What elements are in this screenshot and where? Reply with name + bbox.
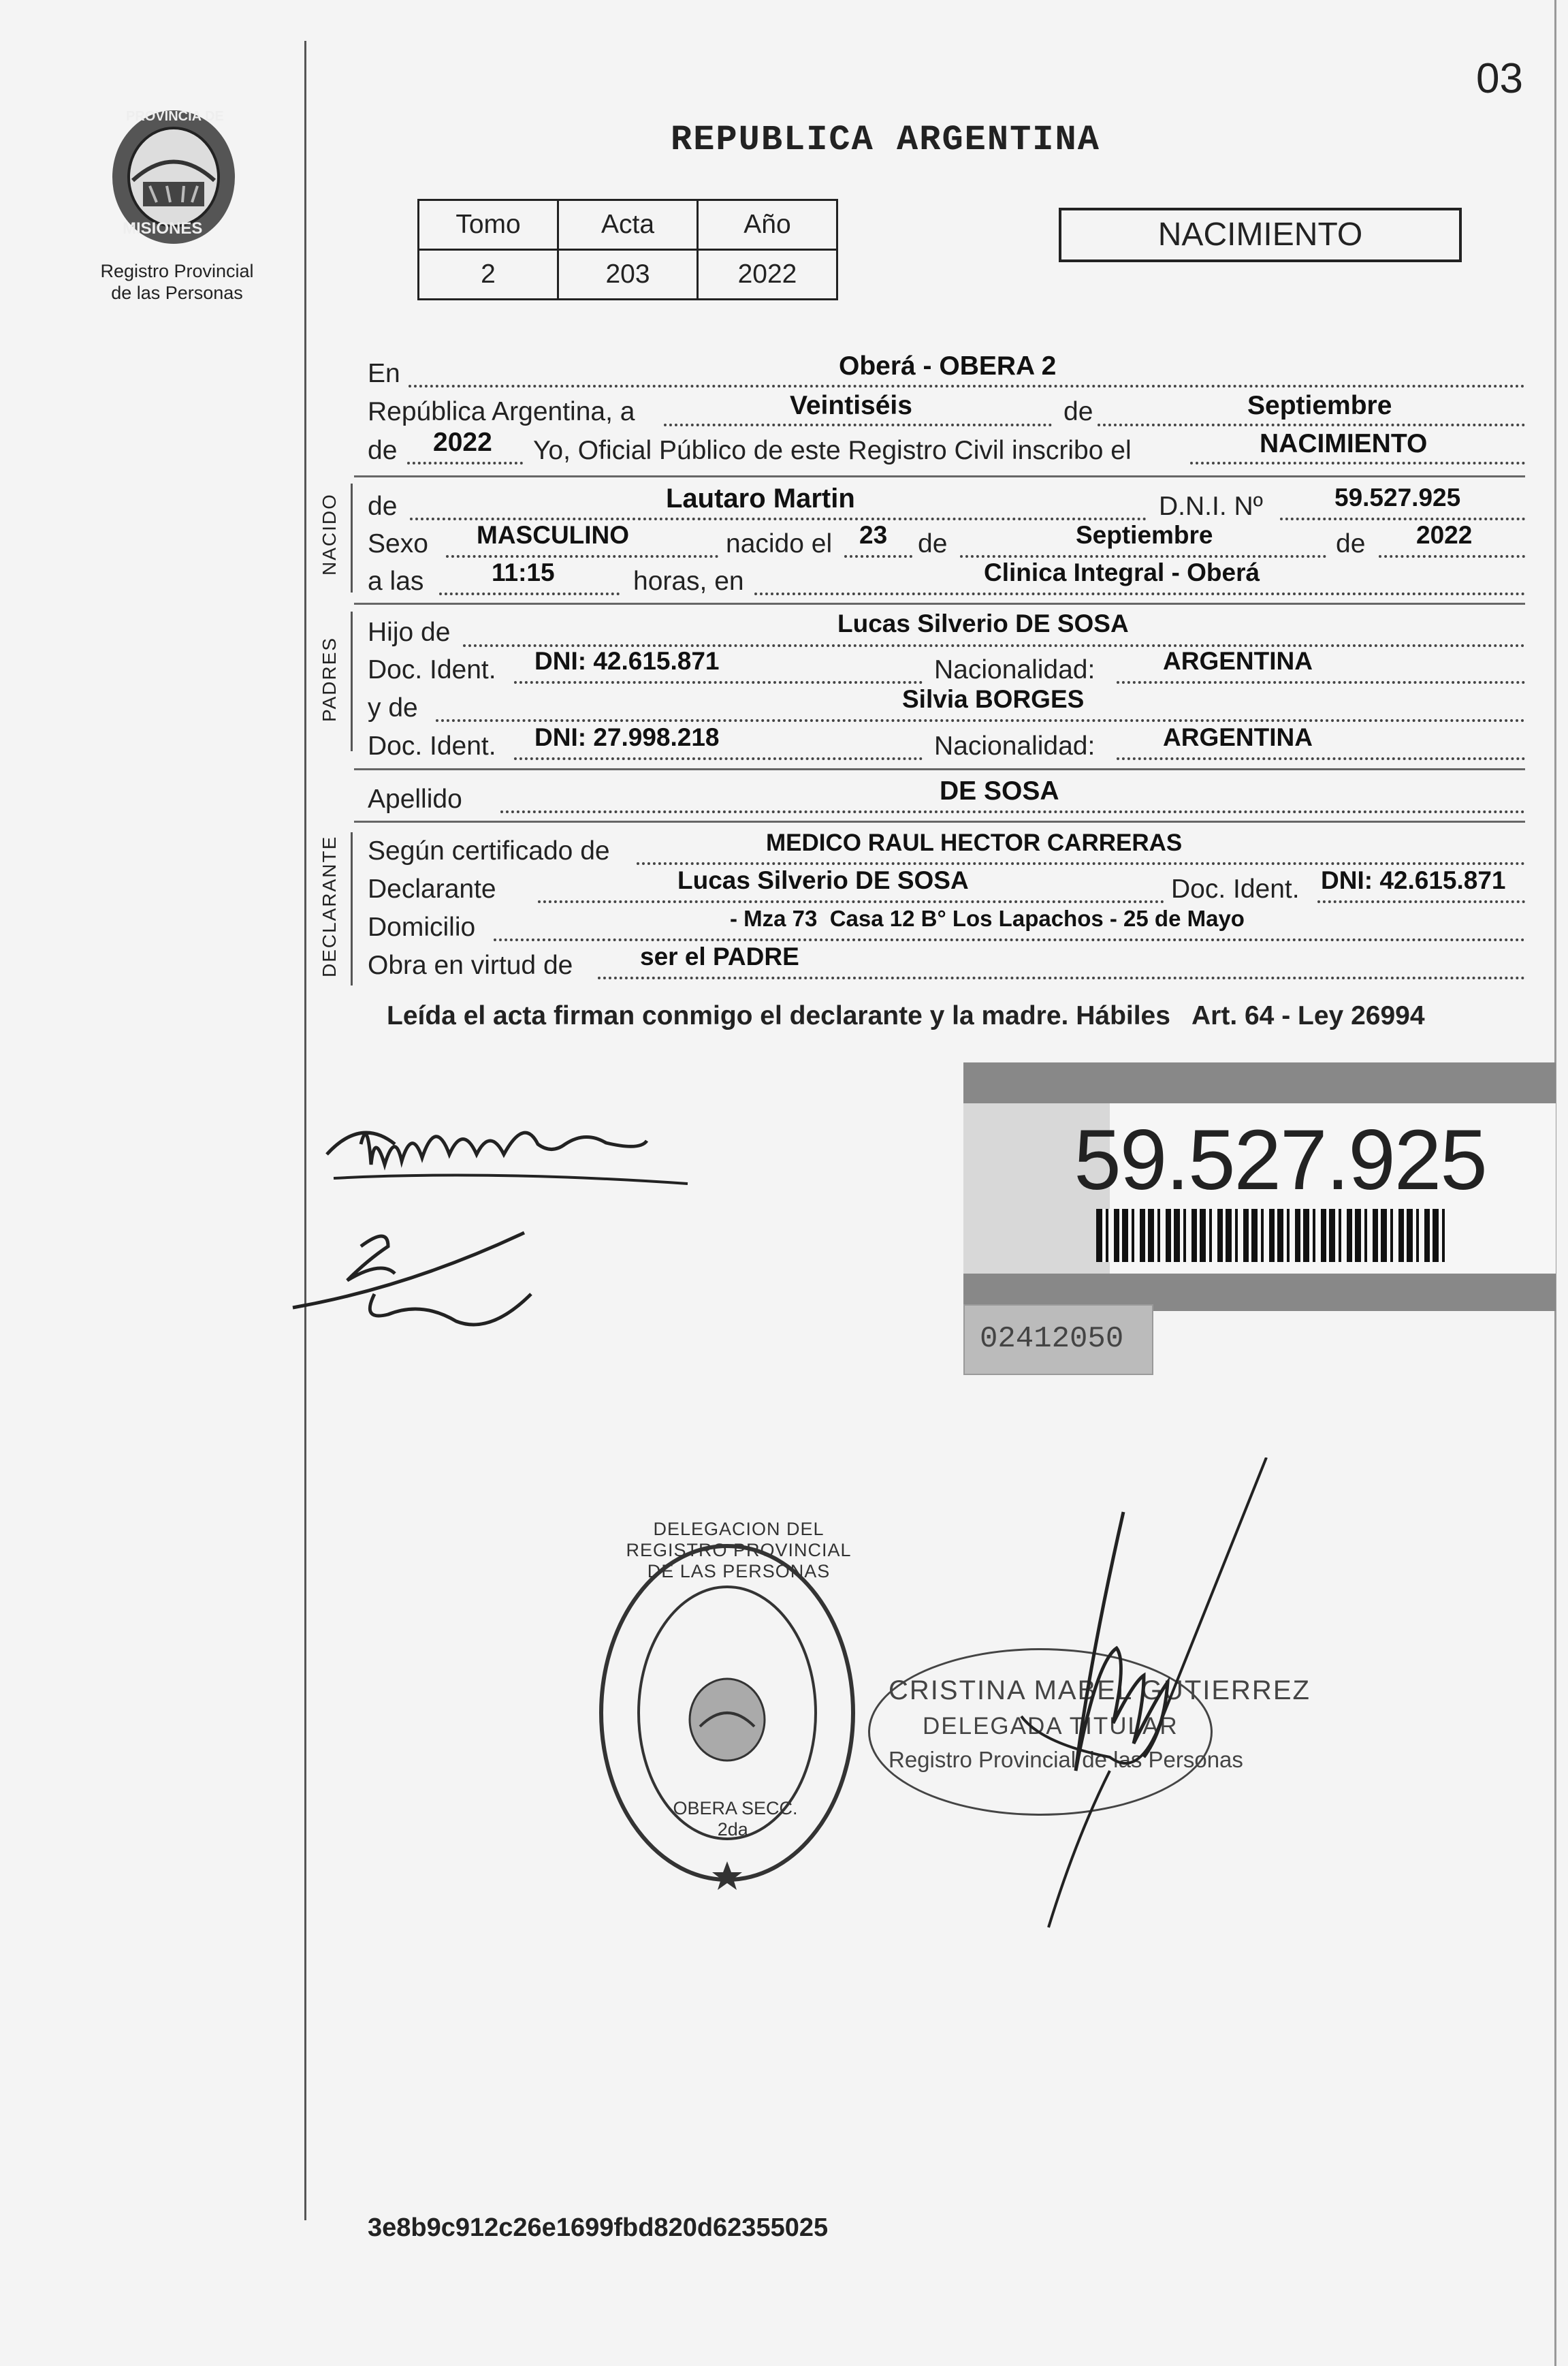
declarante-bracket xyxy=(351,832,353,985)
declarante-line-3 xyxy=(494,938,1525,941)
nacido-time: 11:15 xyxy=(492,558,555,586)
nacido-dni: 59.527.925 xyxy=(1334,484,1461,511)
padres-father: Lucas Silverio DE SOSA xyxy=(837,610,1129,637)
declarante-doc: DNI: 42.615.871 xyxy=(1321,866,1506,894)
sticker-number: 59.527.925 xyxy=(1074,1113,1486,1208)
nacido-dni-label: D.N.I. Nº xyxy=(1159,492,1263,521)
left-margin-line xyxy=(304,41,306,2220)
nacido-de-label-3: de xyxy=(1336,529,1366,558)
intro-de-label-2: de xyxy=(368,436,398,465)
table-cell-acta: 203 xyxy=(558,250,698,300)
intro-place: Oberá - OBERA 2 xyxy=(839,351,1057,381)
declarante-line-4 xyxy=(598,977,1525,979)
padres-doc-label-2: Doc. Ident. xyxy=(368,731,496,761)
nacido-line-3b xyxy=(754,593,1525,595)
nacido-sexo-label: Sexo xyxy=(368,529,428,558)
declarante-line-2b xyxy=(1317,900,1525,903)
padres-line-2b xyxy=(1117,681,1525,684)
mother-signature-icon xyxy=(286,1219,545,1348)
padres-line-2a xyxy=(514,681,923,684)
page-number: 03 xyxy=(1476,55,1523,102)
nacido-line-3a xyxy=(439,593,620,595)
registry-label-2: de las Personas xyxy=(111,283,243,303)
padres-line-4a xyxy=(514,757,923,760)
table-cell-tomo: 2 xyxy=(419,250,558,300)
nacido-bracket xyxy=(351,484,353,593)
nacido-line-2c xyxy=(960,555,1326,558)
document-title: REPUBLICA ARGENTINA xyxy=(671,120,1100,160)
seal-top-text: PROVINCIA DE xyxy=(126,109,224,124)
intro-line-2b xyxy=(1098,424,1525,426)
stamp-inner-text: OBERA SECC. 2da. xyxy=(673,1798,798,1840)
intro-en-label: En xyxy=(368,359,400,388)
section-divider-1 xyxy=(354,475,1525,477)
nacido-line-2a xyxy=(446,555,718,558)
intro-line-2a xyxy=(664,424,1052,426)
record-table xyxy=(417,199,838,300)
document-hash: 3e8b9c912c26e1699fbd820d62355025 xyxy=(368,2213,829,2242)
dni-sticker xyxy=(963,1062,1556,1311)
padres-mother: Silvia BORGES xyxy=(902,685,1085,713)
sticker-barcode xyxy=(1096,1209,1450,1262)
nacido-line-1b xyxy=(1280,518,1525,520)
intro-line-3a xyxy=(407,462,523,464)
declarante-dom: - Mza 73 Casa 12 B° Los Lapachos - 25 de Mayo xyxy=(730,906,1245,931)
padres-mother-doc: DNI: 27.998.218 xyxy=(534,723,720,751)
declarante-cert: MEDICO RAUL HECTOR CARRERAS xyxy=(766,830,1183,856)
nacido-line-1a xyxy=(410,518,1147,520)
declarante-decl: Lucas Silverio DE SOSA xyxy=(677,866,969,894)
official-office: Registro Provincial de las Personas xyxy=(889,1747,1243,1772)
sticker-top-band xyxy=(963,1062,1556,1103)
section-divider-2 xyxy=(354,603,1525,605)
padres-nac-label-2: Nacionalidad: xyxy=(934,731,1095,761)
declarante-obra-label: Obra en virtud de xyxy=(368,951,573,980)
nacido-nacido-el-label: nacido el xyxy=(726,529,833,558)
declarante-line-1 xyxy=(637,862,1525,865)
sticker-code: 02412050 xyxy=(980,1322,1124,1356)
sticker-code-label xyxy=(963,1304,1153,1375)
nacido-line-2b xyxy=(844,555,912,558)
declarante-line-2a xyxy=(538,900,1164,903)
nacido-line-2d xyxy=(1379,555,1525,558)
table-header-tomo: Tomo xyxy=(419,200,558,250)
official-title: DELEGADA TITULAR xyxy=(923,1713,1179,1739)
padres-father-nat: ARGENTINA xyxy=(1163,647,1313,675)
declarante-dom-label: Domicilio xyxy=(368,913,476,942)
apellido-line xyxy=(500,810,1525,813)
intro-line-3b xyxy=(1190,462,1525,464)
padres-doc-label: Doc. Ident. xyxy=(368,655,496,684)
intro-month: Septiembre xyxy=(1247,391,1392,420)
official-signature-icon xyxy=(940,1457,1280,1934)
nacido-sexo: MASCULINO xyxy=(477,521,630,549)
section-divider-4 xyxy=(354,821,1525,823)
padres-bracket xyxy=(351,612,353,751)
padres-line-3 xyxy=(436,719,1525,722)
nacido-a-las-label: a las xyxy=(368,567,424,596)
padres-nac-label: Nacionalidad: xyxy=(934,655,1095,684)
declarante-section-label: DECLARANTE xyxy=(319,835,340,977)
padres-yde-label: y de xyxy=(368,693,418,723)
nacido-name: Lautaro Martin xyxy=(666,484,855,514)
section-divider-3 xyxy=(354,768,1525,770)
padres-hijo-label: Hijo de xyxy=(368,618,451,647)
intro-inscribo-label: Yo, Oficial Público de este Registro Civil inscribo el xyxy=(533,436,1132,465)
nacido-birth-year: 2022 xyxy=(1416,521,1473,549)
padres-father-doc: DNI: 42.615.871 xyxy=(534,647,720,675)
intro-line-1 xyxy=(409,385,1525,388)
declarant-signature-icon xyxy=(320,1090,701,1199)
intro-de-label: de xyxy=(1063,397,1093,426)
closing-text: Leída el acta firman conmigo el declarante y la madre. Hábiles Art. 64 - Ley 26994 xyxy=(387,1001,1425,1030)
seal-bottom-text: MISIONES xyxy=(123,219,203,238)
padres-mother-nat: ARGENTINA xyxy=(1163,723,1313,751)
nacido-section-label: NACIDO xyxy=(319,493,340,575)
nacido-horas-label: horas, en xyxy=(633,567,744,596)
nacido-de-label-2: de xyxy=(918,529,948,558)
document-type-box: NACIMIENTO xyxy=(1059,208,1462,262)
declarante-obra: ser el PADRE xyxy=(640,943,799,971)
intro-year: 2022 xyxy=(433,428,492,457)
nacido-de-label: de xyxy=(368,492,398,521)
nacido-birth-month: Septiembre xyxy=(1076,521,1213,549)
nacido-birth-day: 23 xyxy=(859,521,888,549)
table-header-acta: Acta xyxy=(558,200,698,250)
intro-republica-label: República Argentina, a xyxy=(368,397,635,426)
padres-section-label: PADRES xyxy=(319,636,340,722)
table-cell-ano: 2022 xyxy=(698,250,837,300)
intro-day-words: Veintiséis xyxy=(790,391,912,420)
declarante-decl-label: Declarante xyxy=(368,874,496,904)
declarante-doc-label: Doc. Ident. xyxy=(1171,874,1300,904)
padres-line-4b xyxy=(1117,757,1525,760)
apellido-label: Apellido xyxy=(368,785,462,814)
table-header-ano: Año xyxy=(698,200,837,250)
apellido-value: DE SOSA xyxy=(940,776,1059,806)
intro-inscribo-value: NACIMIENTO xyxy=(1260,429,1428,458)
declarante-cert-label: Según certificado de xyxy=(368,836,610,866)
official-name: CRISTINA MABEL GUTIERREZ xyxy=(889,1675,1311,1705)
registry-label-1: Registro Provincial xyxy=(100,261,254,281)
stamp-ring-text: DELEGACION DEL REGISTRO PROVINCIAL DE LAS PERSONAS xyxy=(626,1519,852,1581)
nacido-place: Clinica Integral - Oberá xyxy=(984,558,1260,586)
